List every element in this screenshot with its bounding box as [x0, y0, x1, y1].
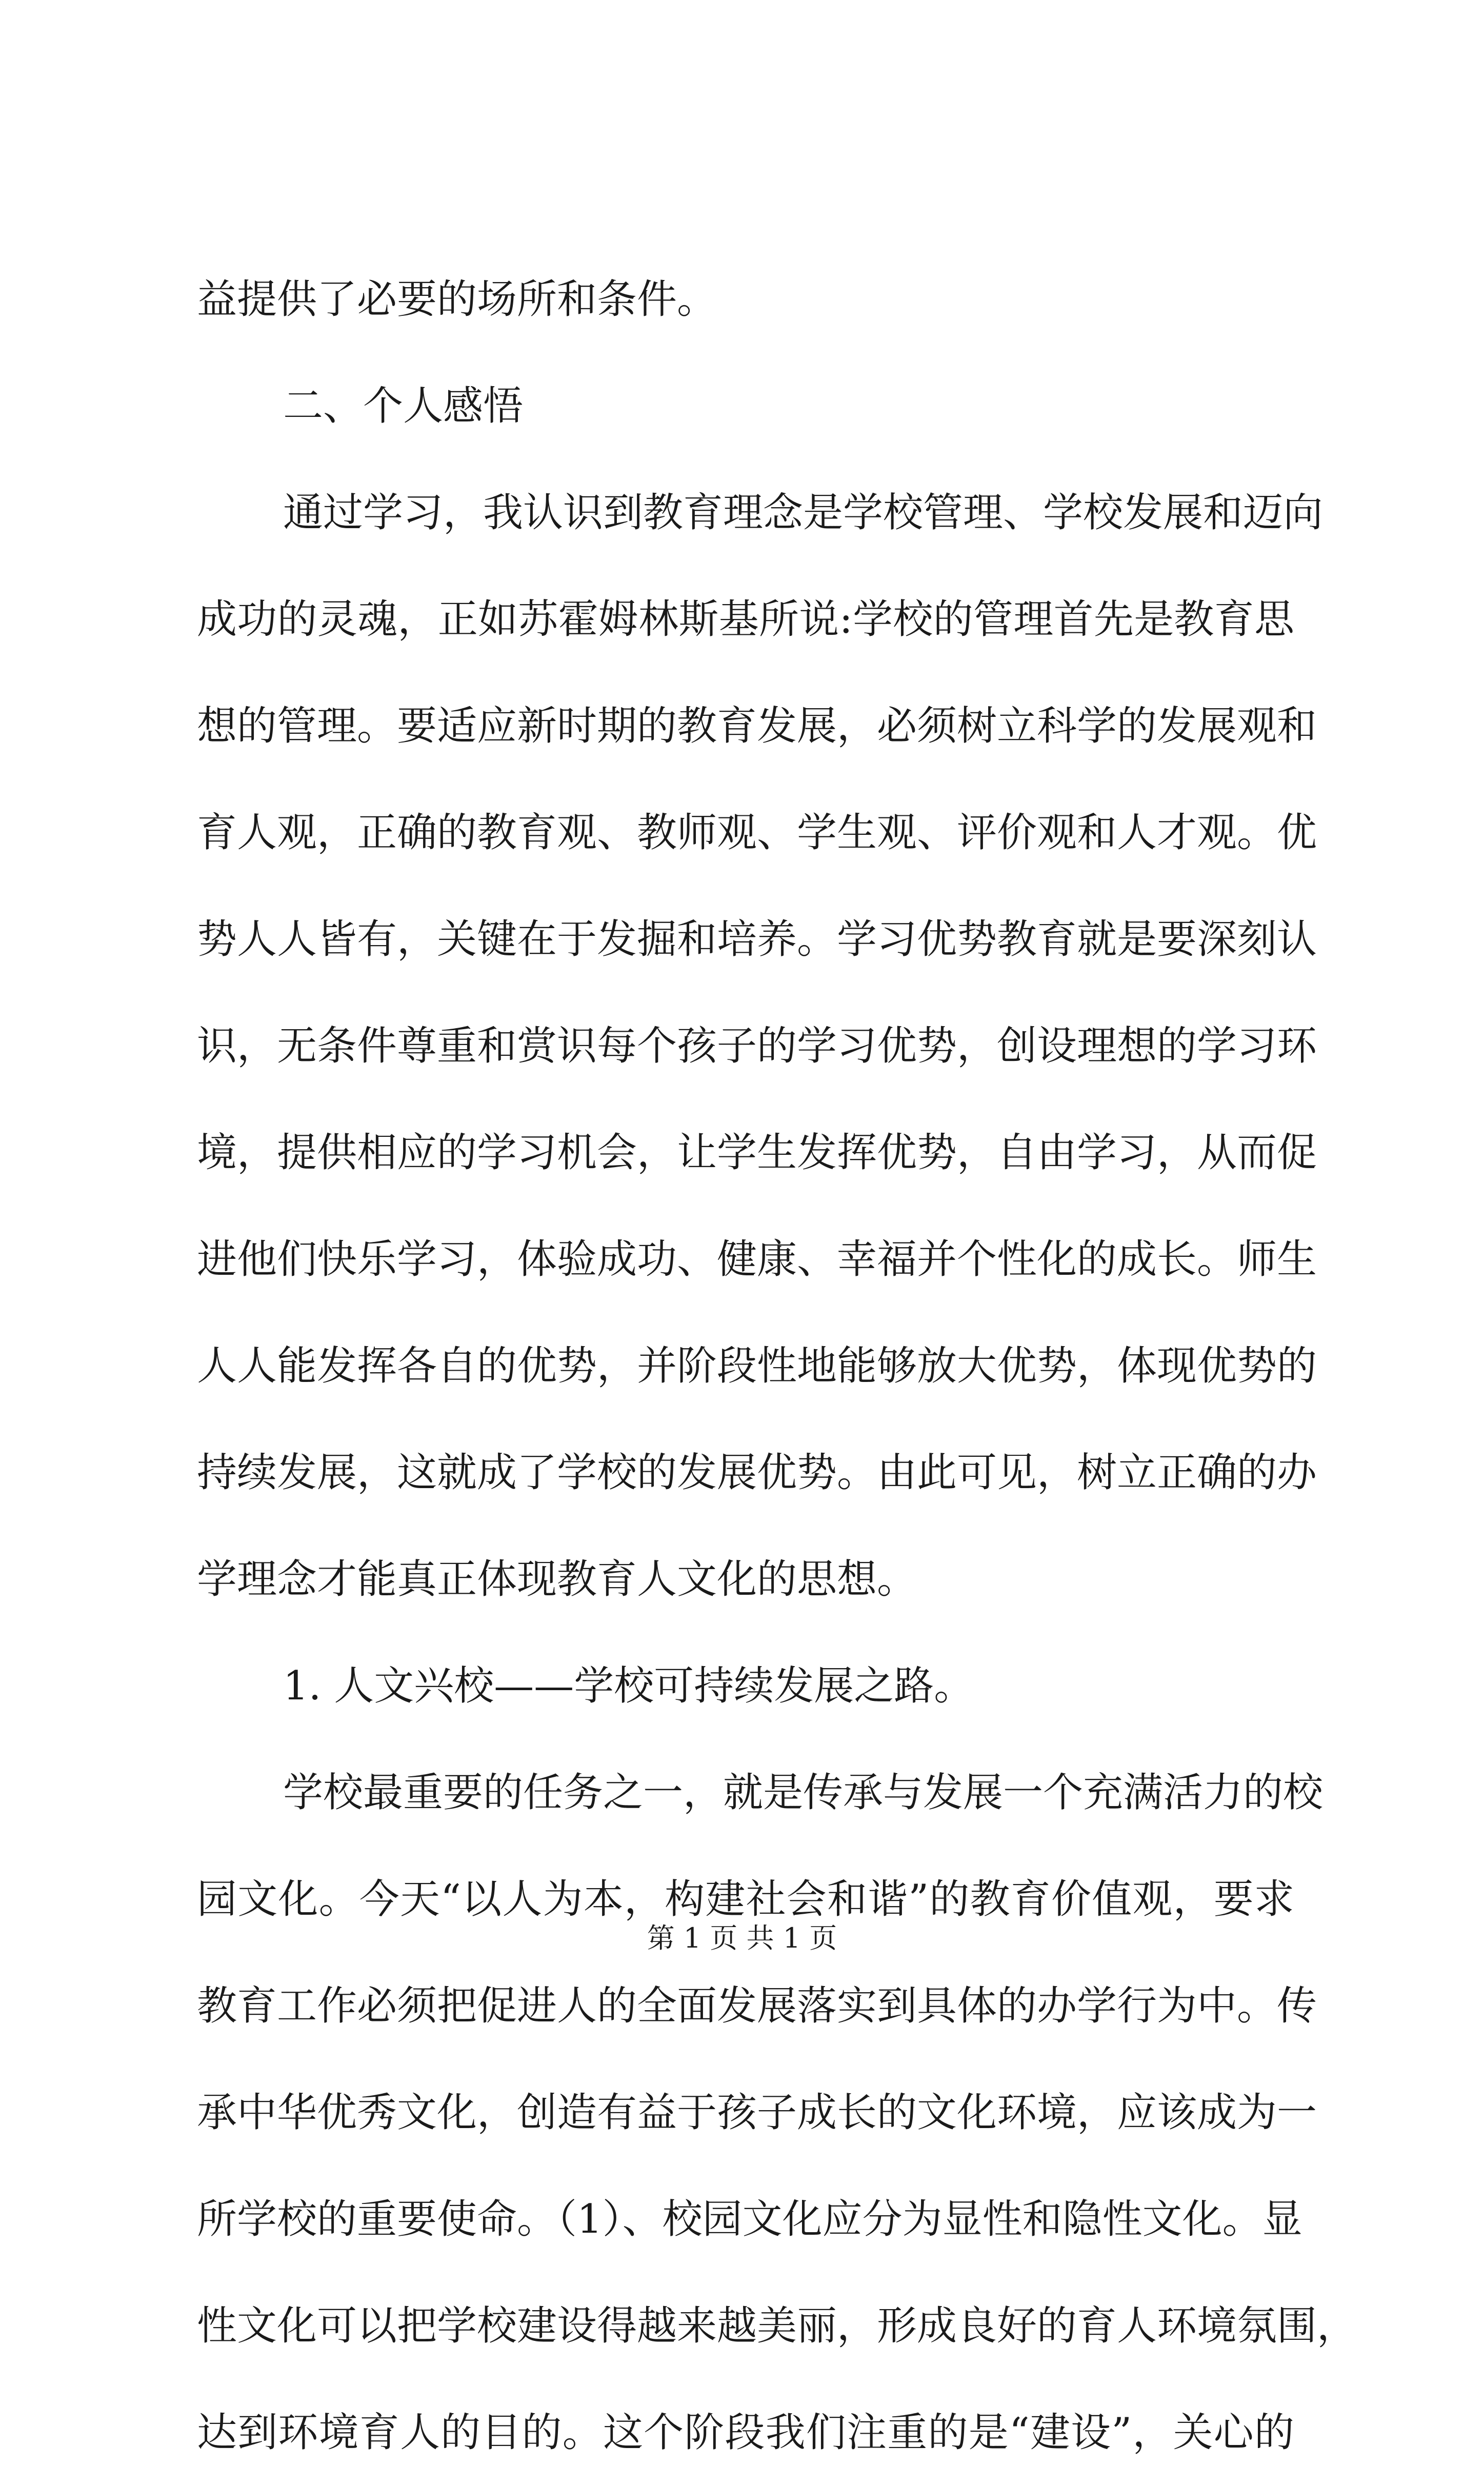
text-line: 持续发展，这就成了学校的发展优势。由此可见，树立正确的办: [197, 1450, 1317, 1496]
text-line: 育人观，正确的教育观、教师观、学生观、评价观和人才观。优: [197, 810, 1317, 856]
text-line: 园文化。今天“以人为本，构建社会和谐”的教育价值观，要求: [197, 1876, 1294, 1922]
text-line: 成功的灵魂，正如苏霍姆林斯基所说:学校的管理首先是教育思: [197, 596, 1294, 643]
text-line: 性文化可以把学校建设得越来越美丽，形成良好的育人环境氛围，: [197, 2303, 1357, 2349]
section-heading: 二、个人感悟: [283, 383, 524, 429]
text-line: 益提供了必要的场所和条件。: [197, 276, 717, 323]
text-line: 识，无条件尊重和赏识每个孩子的学习优势，创设理想的学习环: [197, 1023, 1317, 1069]
text-line: 人人能发挥各自的优势，并阶段性地能够放大优势，体现优势的: [197, 1343, 1317, 1389]
text-line: 势人人皆有，关键在于发掘和培养。学习优势教育就是要深刻认: [197, 916, 1317, 963]
text-line: 想的管理。要适应新时期的教育发展，必须树立科学的发展观和: [197, 703, 1317, 749]
text-line: 通过学习，我认识到教育理念是学校管理、学校发展和迈向: [283, 490, 1323, 536]
text-line: 所学校的重要使命。（1）、校园文化应分为显性和隐性文化。显: [197, 2196, 1302, 2242]
page-number-footer: 第 1 页 共 1 页: [647, 1922, 837, 1954]
text-line: 学理念才能真正体现教育人文化的思想。: [197, 1556, 917, 1602]
text-line: 学校最重要的任务之一，就是传承与发展一个充满活力的校: [283, 1770, 1323, 1816]
text-line: 进他们快乐学习，体验成功、健康、幸福并个性化的成长。师生: [197, 1236, 1317, 1282]
text-line: 达到环境育人的目的。这个阶段我们注重的是“建设”，关心的: [197, 2410, 1294, 2456]
text-line: 教育工作必须把促进人的全面发展落实到具体的办学行为中。传: [197, 1983, 1317, 2029]
subsection-heading: 1. 人文兴校——学校可持续发展之路。: [283, 1663, 974, 1709]
document-body: [197, 246, 1357, 2486]
text-line: 境，提供相应的学习机会，让学生发挥优势，自由学习，从而促: [197, 1130, 1317, 1176]
text-line: 承中华优秀文化，创造有益于孩子成长的文化环境，应该成为一: [197, 2090, 1317, 2136]
